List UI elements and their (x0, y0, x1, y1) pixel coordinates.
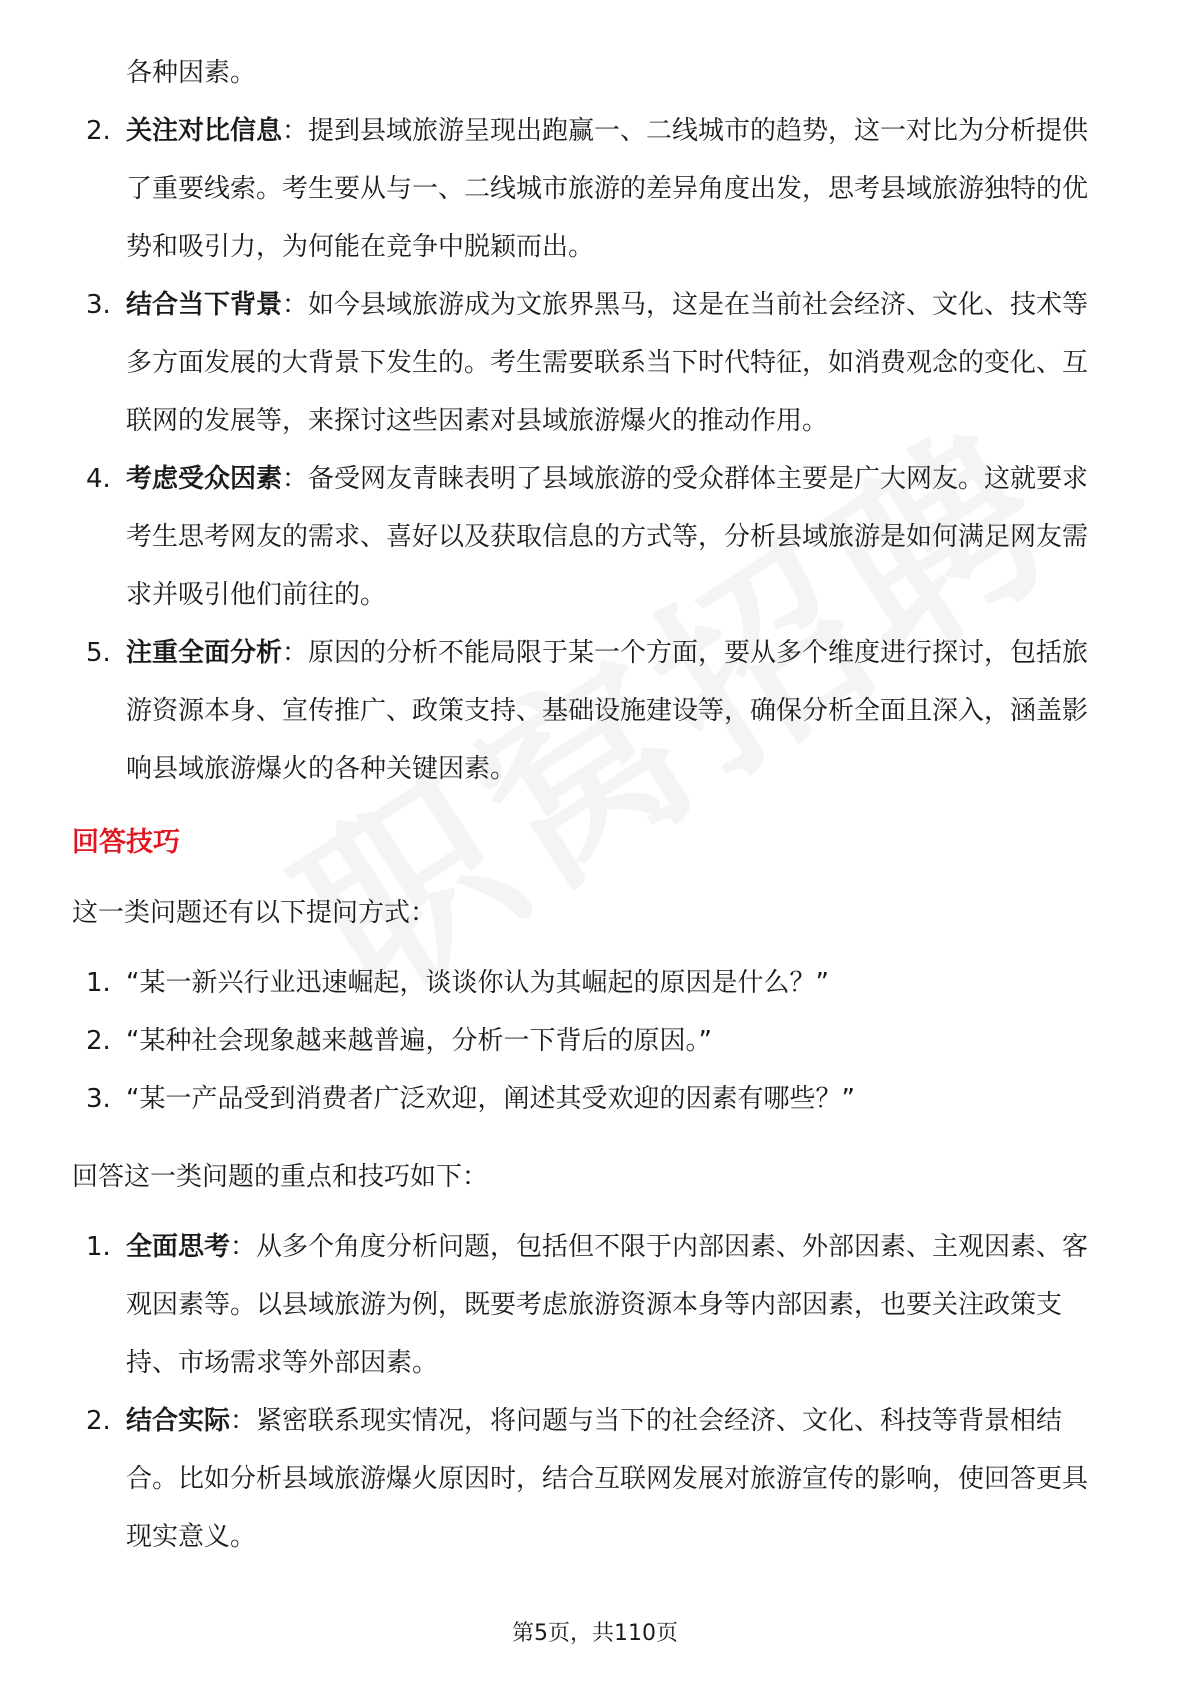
item-number: 1. (86, 1232, 111, 1262)
list-item (72, 954, 1112, 1012)
section-title: 回答技巧 (72, 827, 180, 858)
list-item (72, 1012, 1112, 1070)
item-number: 2. (86, 1406, 111, 1436)
item-number: 2. (86, 1026, 111, 1056)
item-text: ：提到县域旅游呈现出跑赢一、二线城市的趋势，这一对比为分析提供了重要线索。考生要从与一、二线城市旅游的差异角度出发，思考县域旅游独特的优势和吸引力，为何能在竞争中脱颖而出。 (126, 116, 1089, 262)
item-number: 1. (86, 968, 111, 998)
list-item (72, 1392, 1112, 1566)
list-item (72, 1070, 1112, 1128)
item-text: “某一新兴行业迅速崛起，谈谈你认为其崛起的原因是什么？” (126, 968, 829, 998)
item-text: “某一产品受到消费者广泛欢迎，阐述其受欢迎的因素有哪些？” (126, 1084, 855, 1114)
item-number: 3. (86, 1084, 111, 1114)
list-item (72, 450, 1112, 624)
intro-text: 这一类问题还有以下提问方式： (72, 898, 437, 928)
tips-intro: 回答这一类问题的重点和技巧如下： (72, 1162, 489, 1192)
item-number: 5. (86, 638, 111, 668)
analysis-points-list (72, 102, 1112, 798)
item-title: 关注对比信息 (126, 116, 283, 146)
page-content (72, 44, 1112, 1566)
item-number: 3. (86, 290, 111, 320)
continuation-text: 各种因素。 (126, 58, 257, 88)
tips-list (72, 1218, 1112, 1566)
item-title: 考虑受众因素 (126, 464, 283, 494)
item-number: 2. (86, 116, 111, 146)
item-number: 4. (86, 464, 111, 494)
list-item (72, 102, 1112, 276)
item-text: ：紧密联系现实情况，将问题与当下的社会经济、文化、科技等背景相结合。比如分析县域旅游爆火原因时，结合互联网发展对旅游宣传的影响，使回答更具现实意义。 (126, 1406, 1089, 1552)
item-title: 结合实际 (126, 1406, 231, 1436)
list-item (72, 276, 1112, 450)
list-item (72, 1218, 1112, 1392)
page-footer: 第5页，共110页 (512, 1621, 678, 1646)
item-text: ：如今县域旅游成为文旅界黑马，这是在当前社会经济、文化、技术等多方面发展的大背景下发生的。考生需要联系当下时代特征，如消费观念的变化、互联网的发展等，来探讨这些因素对县域旅游爆火的推动作用。 (126, 290, 1089, 436)
item-text: “某种社会现象越来越普遍，分析一下背后的原因。” (126, 1026, 712, 1056)
item-title: 全面思考 (126, 1232, 231, 1262)
item-title: 结合当下背景 (126, 290, 283, 320)
item-text: ：从多个角度分析问题，包括但不限于内部因素、外部因素、主观因素、客观因素等。以县域旅游为例，既要考虑旅游资源本身等内部因素，也要关注政策支持、市场需求等外部因素。 (126, 1232, 1089, 1378)
question-variants-list (72, 954, 1112, 1128)
item-text: ：原因的分析不能局限于某一个方面，要从多个维度进行探讨，包括旅游资源本身、宣传推广、政策支持、基础设施建设等，确保分析全面且深入，涵盖影响县域旅游爆火的各种关键因素。 (126, 638, 1089, 784)
list-item (72, 624, 1112, 798)
item-text: ：备受网友青睐表明了县域旅游的受众群体主要是广大网友。这就要求考生思考网友的需求、喜好以及获取信息的方式等，分析县域旅游是如何满足网友需求并吸引他们前往的。 (126, 464, 1089, 610)
item-title: 注重全面分析 (126, 638, 283, 668)
